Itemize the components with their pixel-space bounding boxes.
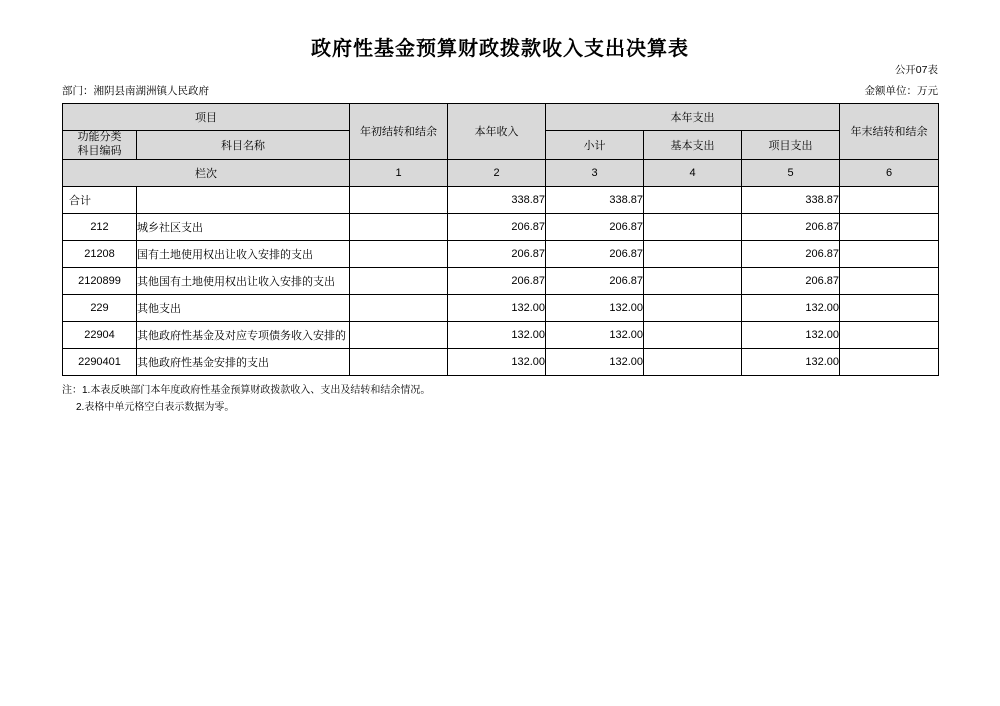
cell-project-expenditure: 338.87 bbox=[742, 186, 840, 213]
cell-func-code: 22904 bbox=[63, 321, 137, 348]
table-row bbox=[63, 186, 939, 213]
column-index-5: 5 bbox=[742, 159, 840, 186]
table-notes bbox=[62, 382, 938, 416]
cell-subtotal: 206.87 bbox=[546, 240, 644, 267]
header-project-expenditure: 项目支出 bbox=[742, 131, 840, 160]
cell-current-income: 132.00 bbox=[448, 294, 546, 321]
cell-project-expenditure: 206.87 bbox=[742, 267, 840, 294]
cell-func-code: 合计 bbox=[63, 186, 137, 213]
cell-end-balance bbox=[840, 294, 939, 321]
cell-subtotal: 206.87 bbox=[546, 267, 644, 294]
cell-current-income: 206.87 bbox=[448, 267, 546, 294]
table-row bbox=[63, 213, 939, 240]
column-index-3: 3 bbox=[546, 159, 644, 186]
cell-end-balance bbox=[840, 348, 939, 375]
header-current-income: 本年收入 bbox=[448, 104, 546, 160]
cell-begin-balance bbox=[350, 294, 448, 321]
cell-project-expenditure: 132.00 bbox=[742, 321, 840, 348]
header-subject-name: 科目名称 bbox=[137, 131, 350, 160]
cell-subtotal: 338.87 bbox=[546, 186, 644, 213]
cell-basic-expenditure bbox=[644, 348, 742, 375]
cell-project-expenditure: 206.87 bbox=[742, 240, 840, 267]
cell-subject-name: 其他国有土地使用权出让收入安排的支出 bbox=[137, 267, 350, 294]
table-row bbox=[63, 240, 939, 267]
column-index-4: 4 bbox=[644, 159, 742, 186]
column-index-2: 2 bbox=[448, 159, 546, 186]
page-title: 政府性基金预算财政拨款收入支出决算表 bbox=[311, 36, 689, 60]
cell-subtotal: 132.00 bbox=[546, 294, 644, 321]
cell-subtotal: 206.87 bbox=[546, 213, 644, 240]
cell-subject-name: 其他支出 bbox=[137, 294, 350, 321]
form-number: 公开07表 bbox=[894, 64, 938, 76]
cell-current-income: 338.87 bbox=[448, 186, 546, 213]
cell-subtotal: 132.00 bbox=[546, 321, 644, 348]
cell-subject-name: 国有土地使用权出让收入安排的支出 bbox=[137, 240, 350, 267]
header-current-year-expenditure: 本年支出 bbox=[546, 104, 840, 131]
cell-current-income: 132.00 bbox=[448, 348, 546, 375]
column-index-6: 6 bbox=[840, 159, 939, 186]
cell-basic-expenditure bbox=[644, 321, 742, 348]
header-func-code bbox=[63, 131, 137, 160]
table-row bbox=[63, 321, 939, 348]
cell-project-expenditure: 132.00 bbox=[742, 294, 840, 321]
header-subtotal: 小计 bbox=[546, 131, 644, 160]
cell-basic-expenditure bbox=[644, 186, 742, 213]
cell-basic-expenditure bbox=[644, 294, 742, 321]
cell-begin-balance bbox=[350, 240, 448, 267]
note-2: 2.表格中单元格空白表示数据为零。 bbox=[76, 401, 235, 413]
cell-current-income: 206.87 bbox=[448, 213, 546, 240]
cell-subject-name: 其他政府性基金及对应专项债务收入安排的 bbox=[137, 321, 350, 348]
cell-begin-balance bbox=[350, 213, 448, 240]
department-label: 部门：湘阴县南湖洲镇人民政府 bbox=[62, 85, 209, 97]
cell-end-balance bbox=[840, 240, 939, 267]
cell-begin-balance bbox=[350, 348, 448, 375]
cell-end-balance bbox=[840, 186, 939, 213]
table-body bbox=[63, 186, 939, 375]
cell-basic-expenditure bbox=[644, 213, 742, 240]
cell-begin-balance bbox=[350, 321, 448, 348]
table-row bbox=[63, 267, 939, 294]
table-row bbox=[63, 294, 939, 321]
cell-end-balance bbox=[840, 267, 939, 294]
cell-func-code: 2290401 bbox=[63, 348, 137, 375]
cell-subtotal: 132.00 bbox=[546, 348, 644, 375]
meta-row bbox=[62, 83, 938, 99]
table-row bbox=[63, 348, 939, 375]
cell-begin-balance bbox=[350, 186, 448, 213]
budget-table bbox=[62, 103, 939, 376]
cell-subject-name bbox=[137, 186, 350, 213]
cell-basic-expenditure bbox=[644, 240, 742, 267]
column-index-label: 栏次 bbox=[63, 159, 350, 186]
cell-current-income: 132.00 bbox=[448, 321, 546, 348]
cell-end-balance bbox=[840, 321, 939, 348]
cell-func-code: 21208 bbox=[63, 240, 137, 267]
note-1: 注：1.本表反映部门本年度政府性基金预算财政拨款收入、支出及结转和结余情况。 bbox=[62, 384, 431, 396]
cell-project-expenditure: 206.87 bbox=[742, 213, 840, 240]
cell-begin-balance bbox=[350, 267, 448, 294]
column-index-1: 1 bbox=[350, 159, 448, 186]
header-project: 项目 bbox=[63, 104, 350, 131]
cell-current-income: 206.87 bbox=[448, 240, 546, 267]
cell-subject-name: 城乡社区支出 bbox=[137, 213, 350, 240]
currency-unit-label: 金额单位：万元 bbox=[864, 85, 938, 97]
header-begin-balance: 年初结转和结余 bbox=[350, 104, 448, 160]
cell-end-balance bbox=[840, 213, 939, 240]
cell-func-code: 212 bbox=[63, 213, 137, 240]
header-basic-expenditure: 基本支出 bbox=[644, 131, 742, 160]
cell-basic-expenditure bbox=[644, 267, 742, 294]
cell-func-code: 2120899 bbox=[63, 267, 137, 294]
cell-func-code: 229 bbox=[63, 294, 137, 321]
header-end-balance: 年末结转和结余 bbox=[840, 104, 939, 160]
cell-subject-name: 其他政府性基金安排的支出 bbox=[137, 348, 350, 375]
header-func-code-line1: 功能分类 bbox=[77, 131, 122, 143]
header-func-code-line2: 科目编码 bbox=[77, 144, 122, 157]
cell-project-expenditure: 132.00 bbox=[742, 348, 840, 375]
